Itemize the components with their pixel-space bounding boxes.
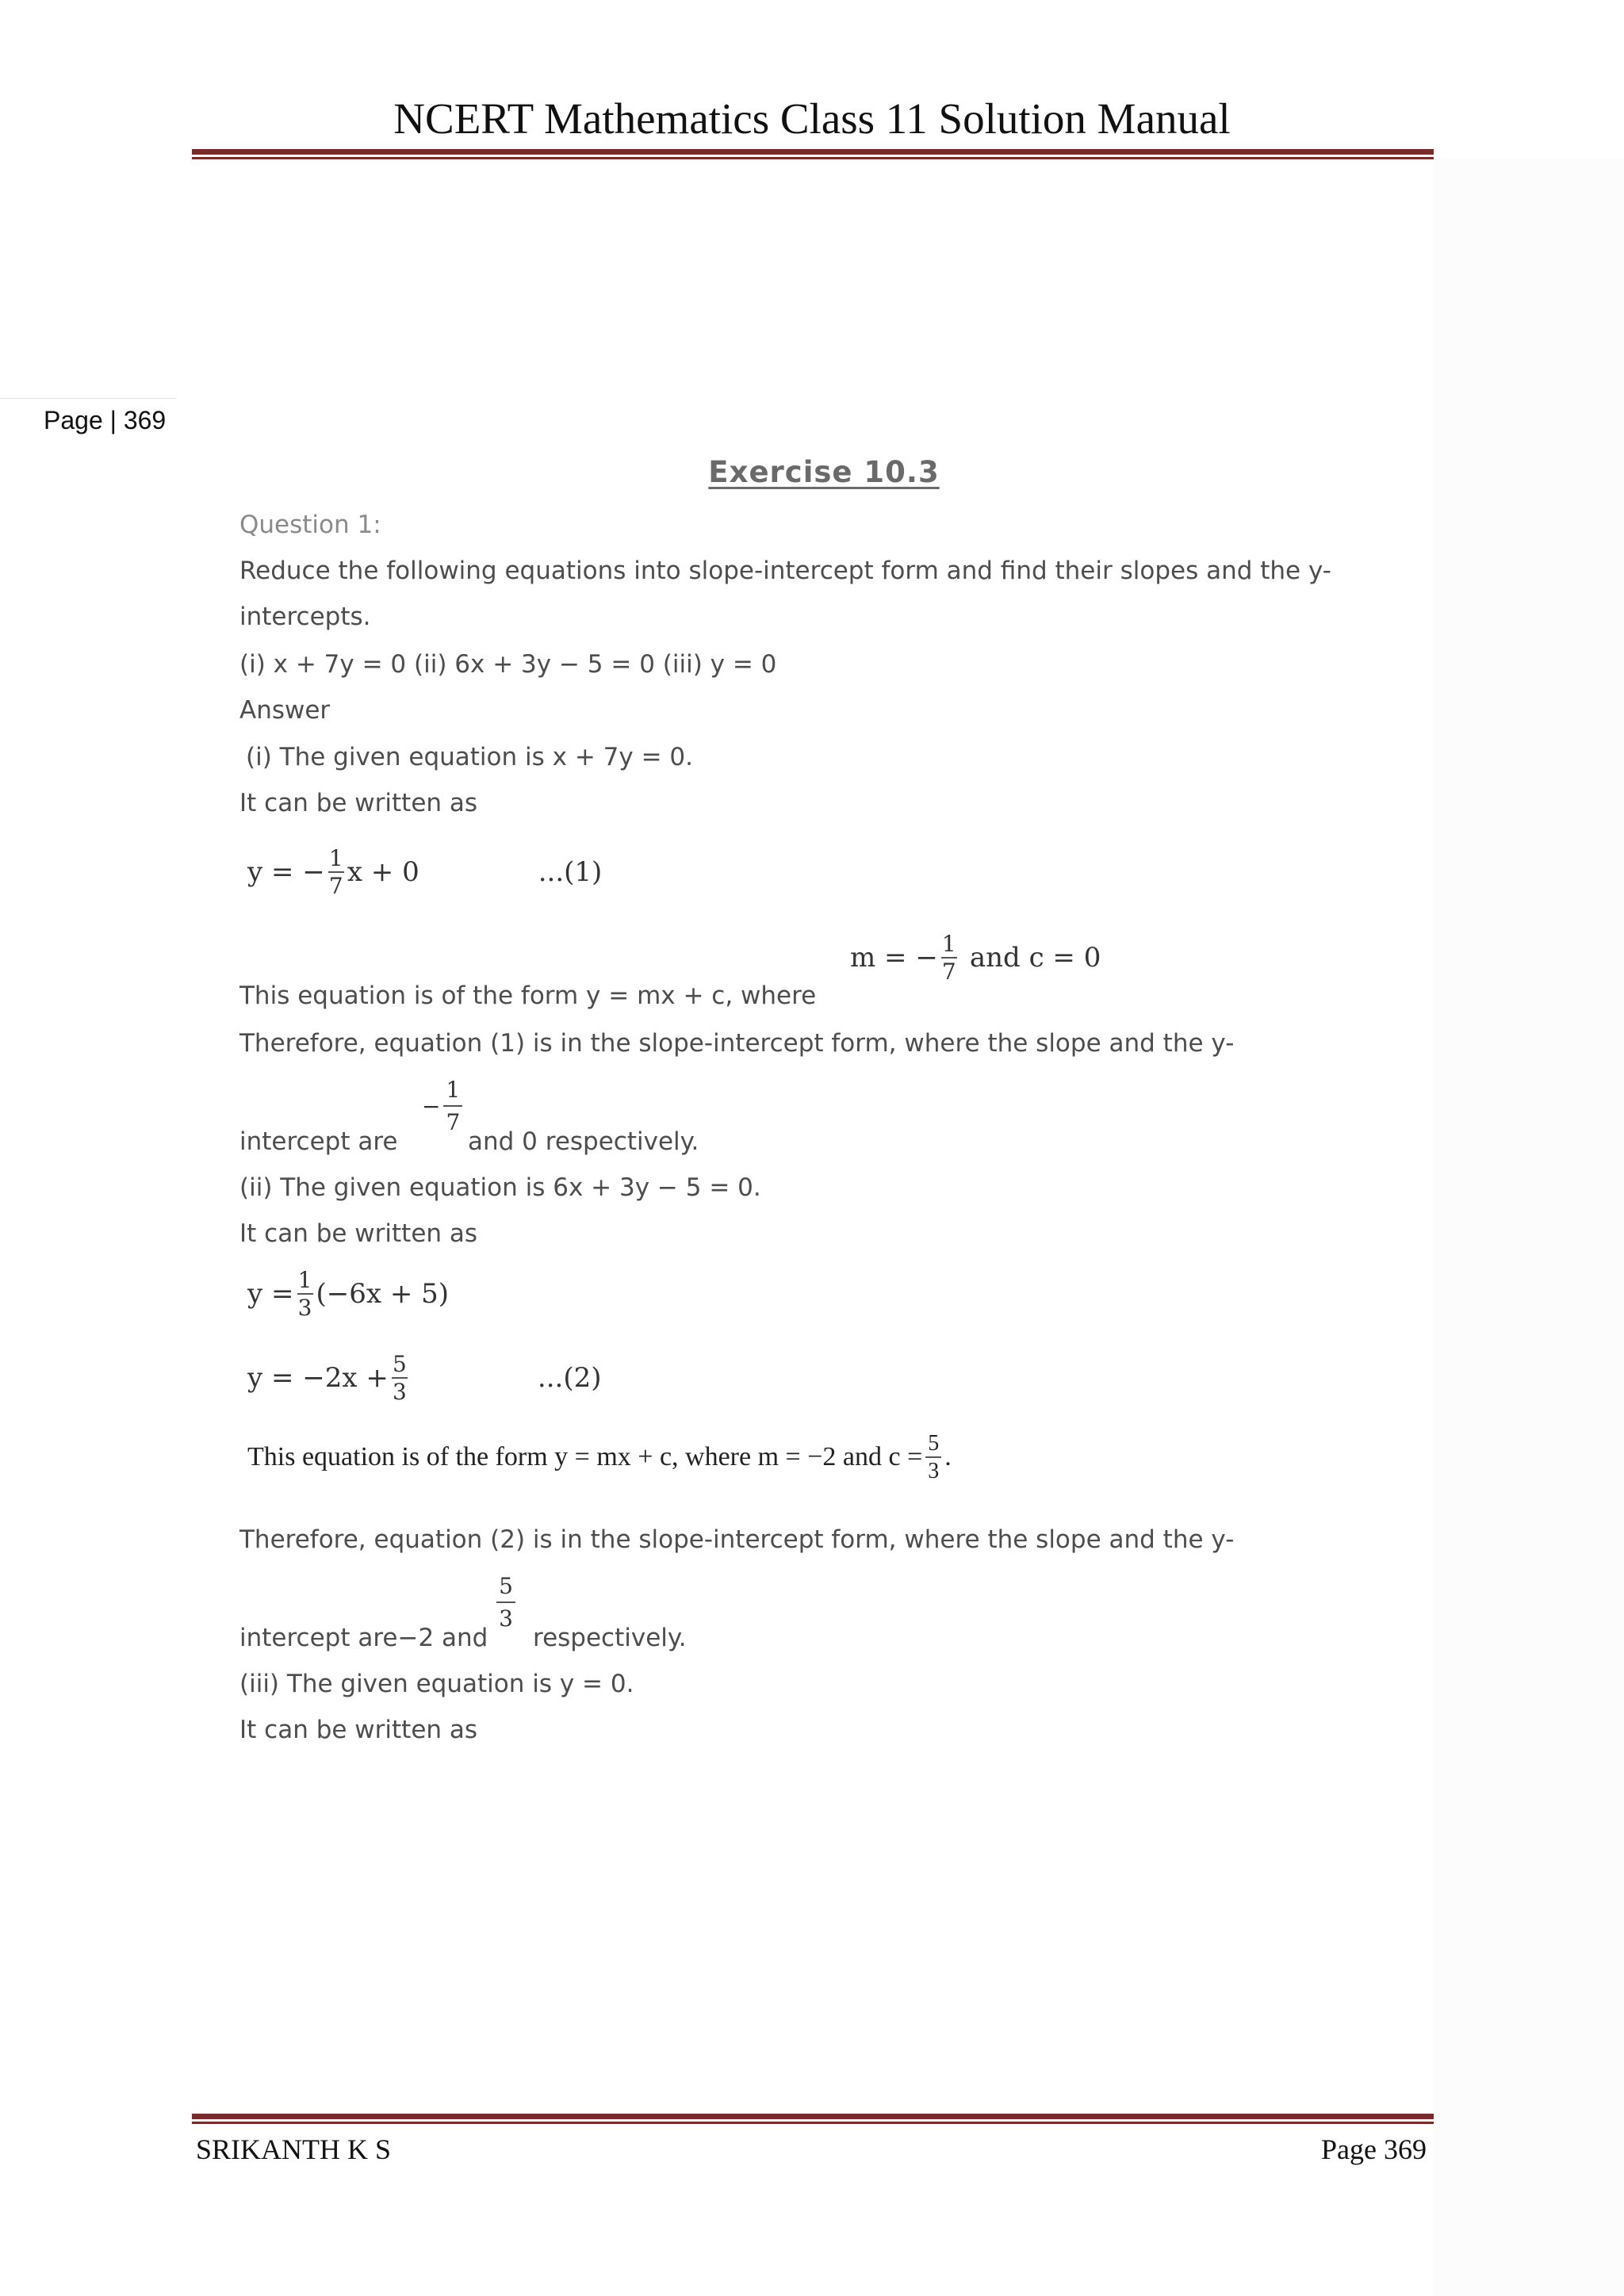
written-as-3: It can be written as	[239, 1716, 478, 1744]
intercept-1-suffix: and 0 respectively.	[468, 1127, 699, 1156]
equation-1-fraction: $\frac{1}{7}$	[328, 845, 343, 900]
form-1-fraction: $\frac{1}{7}$	[941, 931, 956, 985]
therefore-1: Therefore, equation (1) is in the slope-intercept form, where the slope and the y-	[239, 1029, 1235, 1058]
form-text-1: This equation is of the form y = mx + c, where	[239, 982, 817, 1010]
question-parts: (i) x + 7y = 0 (ii) 6x + 3y − 5 = 0 (iii) y = 0	[239, 650, 777, 679]
written-as-2: It can be written as	[239, 1219, 478, 1248]
form-text-2: This equation is of the form y = mx + c, where m = −2 and c = $\frac{5}{3}$ .	[247, 1431, 952, 1484]
footer-author: SRIKANTH K S	[196, 2133, 392, 2165]
equation-2b: y = −2x + $\frac{5}{3}$ ...(2)	[247, 1351, 602, 1406]
written-as-1: It can be written as	[239, 789, 478, 817]
form-1-values: m = − $\frac{1}{7}$ and c = 0	[850, 931, 1101, 985]
intercept-2-suffix: respectively.	[533, 1624, 687, 1652]
footer-page-number: Page 369	[1321, 2133, 1427, 2165]
intercept-2-fraction: 5 3	[496, 1573, 515, 1632]
equation-2b-fraction: $\frac{5}{3}$	[392, 1351, 407, 1406]
question-text-line1: Reduce the following equations into slope-intercept form and find their slopes and the y-	[239, 557, 1331, 585]
equation-2a: y = $\frac{1}{3}$ (−6x + 5)	[247, 1267, 450, 1322]
footer-rule	[192, 2114, 1434, 2124]
answer-label: Answer	[239, 696, 331, 725]
form-2-fraction: $\frac{5}{3}$	[925, 1432, 941, 1483]
question-text-line2: intercepts.	[239, 603, 371, 631]
equation-1-tag: ...(1)	[538, 856, 603, 889]
intercept-1-value: − 1 7	[422, 1077, 462, 1135]
equation-2-tag: ...(2)	[537, 1362, 602, 1395]
answer-part-iii: (iii) The given equation is y = 0.	[239, 1670, 634, 1698]
margin-divider	[0, 398, 176, 399]
intercept-2-prefix: intercept are−2 and	[239, 1624, 488, 1652]
equation-1: y = − $\frac{1}{7}$ x + 0 ...(1)	[247, 845, 603, 900]
therefore-2: Therefore, equation (2) is in the slope-intercept form, where the slope and the y-	[239, 1525, 1235, 1554]
question-label: Question 1:	[239, 511, 381, 539]
page-header-title: NCERT Mathematics Class 11 Solution Manual	[393, 94, 1231, 143]
intercept-1-prefix: intercept are	[239, 1127, 398, 1156]
margin-page-number: Page | 369	[44, 406, 167, 434]
answer-part-ii: (ii) The given equation is 6x + 3y − 5 = 0.	[239, 1173, 761, 1202]
exercise-title: Exercise 10.3	[708, 455, 940, 489]
equation-2a-fraction: $\frac{1}{3}$	[297, 1267, 312, 1322]
header-rule	[192, 149, 1434, 159]
answer-part-i: (i) The given equation is x + 7y = 0.	[246, 743, 693, 771]
